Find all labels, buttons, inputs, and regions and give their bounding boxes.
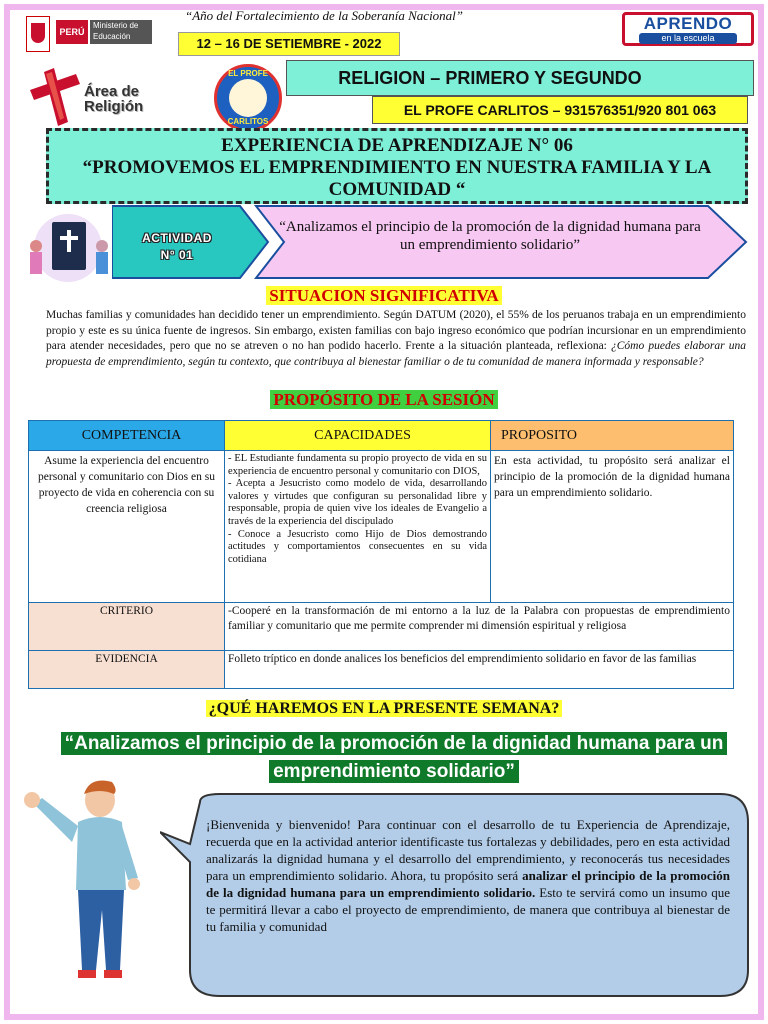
table-row xyxy=(29,651,734,689)
criterion-label: CRITERIO xyxy=(29,603,225,651)
table-row xyxy=(29,451,734,603)
evidence-label: EVIDENCIA xyxy=(29,651,225,689)
table-header-row xyxy=(29,421,734,451)
week-highlight-text: “Analizamos el principio de la promoción de la dignidad humana para un emprendimiento solidario” xyxy=(61,732,728,783)
bible-icon xyxy=(22,206,114,284)
week-title-text: ¿QUÉ HAREMOS EN LA PRESENTE SEMANA? xyxy=(206,700,563,717)
evidence-cell: Folleto tríptico en donde analices los beneficios del emprendimiento solidario en favor de las familias xyxy=(225,651,734,689)
speech-bubble-text xyxy=(206,816,730,935)
activity-label-2: N° 01 xyxy=(160,248,194,262)
national-motto: “Año del Fortalecimiento de la Soberanía Nacional” xyxy=(185,8,464,23)
date-range: 12 – 16 DE SETIEMBRE - 2022 xyxy=(178,32,400,56)
aprendo-title: APRENDO xyxy=(643,14,733,33)
bubble-text-2: Esto te servirá como un insumo que te permitirá llevar a cabo el proyecto de emprendimiento, de manera que contribuya al bienestar de tu familia y comunidad xyxy=(206,885,730,934)
bubble-text-bold: analizar el principio de la promoción de la dignidad humana para un emprendimiento solidario. xyxy=(206,868,730,900)
header-capacities: CAPACIDADES xyxy=(225,421,491,451)
purpose-table xyxy=(28,420,734,689)
experience-banner xyxy=(46,128,748,204)
aprendo-logo xyxy=(622,12,754,46)
activity-title: “Analizamos el principio de la promoción de la dignidad humana para un emprendimiento solidario” xyxy=(279,219,701,253)
situation-title xyxy=(0,286,768,306)
capacity-item: - Acepta a Jesucristo como modelo de vida, desarrollando valores y virtudes que configuran su personalidad libre y responsable, propia de quien vive los ideales de Evangelio a través de la experiencia del discipulado xyxy=(228,478,487,527)
purpose-title xyxy=(0,390,768,410)
experience-number: EXPERIENCIA DE APRENDIZAJE N° 06 xyxy=(221,135,573,156)
purpose-cell: En esta actividad, tu propósito será analizar el principio de la promoción de la dignidad humana para un emprendimiento solidario. xyxy=(491,451,734,603)
capacity-item: - EL Estudiante fundamenta su propio proyecto de vida en su experiencia de encuentro personal y comunitario con DIOS, xyxy=(228,453,487,477)
capacities-cell xyxy=(225,451,491,603)
peru-shield-icon xyxy=(26,16,50,52)
peru-label: PERÚ xyxy=(56,20,88,44)
situation-question: ¿Cómo puedes elaborar una propuesta de emprendimiento, según tu contexto, que contribuya al bienestar familiar o de tu comunidad de manera informada y responsable? xyxy=(46,340,746,368)
activity-label-1: ACTIVIDAD xyxy=(142,231,212,245)
header-competence: COMPETENCIA xyxy=(29,421,225,451)
ministry-label: Ministerio de Educación xyxy=(90,20,152,44)
aprendo-subtitle: en la escuela xyxy=(639,33,737,44)
profe-logo-top: EL PROFE xyxy=(228,69,268,78)
purpose-title-text: PROPÓSITO DE LA SESIÓN xyxy=(270,390,497,409)
criterion-cell: -Cooperé en la transformación de mi entorno a la luz de la Palabra con propuestas de emprendimiento familiar y comunitario que me permite comprender mi dimensión espiritual y religiosa xyxy=(225,603,734,651)
capacity-item: - Conoce a Jesucristo como Hijo de Dios demostrando actitudes y comportamientos consecuentes en su vida cotidiana xyxy=(228,528,487,565)
activity-label xyxy=(122,230,232,264)
subject-banner: RELIGION – PRIMERO Y SEGUNDO xyxy=(286,60,754,96)
situation-title-text: SITUACION SIGNIFICATIVA xyxy=(266,286,501,305)
boy-illustration xyxy=(20,770,160,990)
teacher-banner: EL PROFE CARLITOS – 931576351/920 801 063 xyxy=(372,96,748,124)
bubble-text-1: ¡Bienvenida y bienvenido! Para continuar con el desarrollo de tu Experiencia de Aprendizaje, recuerda que en la actividad anterior identificaste tus fortalezas y debilidades, pero en esta actividad analizarás la dignidad humana y el desarrollo del emprendimiento, y reconocerás tus necesidades para un emprendimiento solidario. Ahora, tu propósito será xyxy=(206,817,730,883)
header-purpose: PROPOSITO xyxy=(491,421,734,451)
profe-carlitos-logo xyxy=(214,64,282,132)
situation-body: Muchas familias y comunidades han decidido tener un emprendimiento. Según DATUM (2020), el 55% de los peruanos trabaja en un emprendimiento propio y este es su única fuente de ingresos. Sin embargo, existen familias con bajo ingreso económico que podrían incursionar en un emprendimiento para atender necesidades, pero que no se atreven o no han podido hacerlo. Frente a la situación planteada, reflexiona: xyxy=(46,309,746,352)
situation-text xyxy=(46,308,746,370)
experience-title: “PROMOVEMOS EL EMPRENDIMIENTO EN NUESTRA FAMILIA Y LA COMUNIDAD “ xyxy=(82,157,712,200)
area-label: Área de Religión xyxy=(84,83,144,115)
profe-logo-bottom: CARLITOS xyxy=(227,117,269,126)
competence-cell: Asume la experiencia del encuentro personal y comunitario con Dios en su proyecto de vida en coherencia con su creencia religiosa xyxy=(29,451,225,603)
cross-icon xyxy=(26,60,86,130)
table-row xyxy=(29,603,734,651)
week-title xyxy=(0,700,768,718)
